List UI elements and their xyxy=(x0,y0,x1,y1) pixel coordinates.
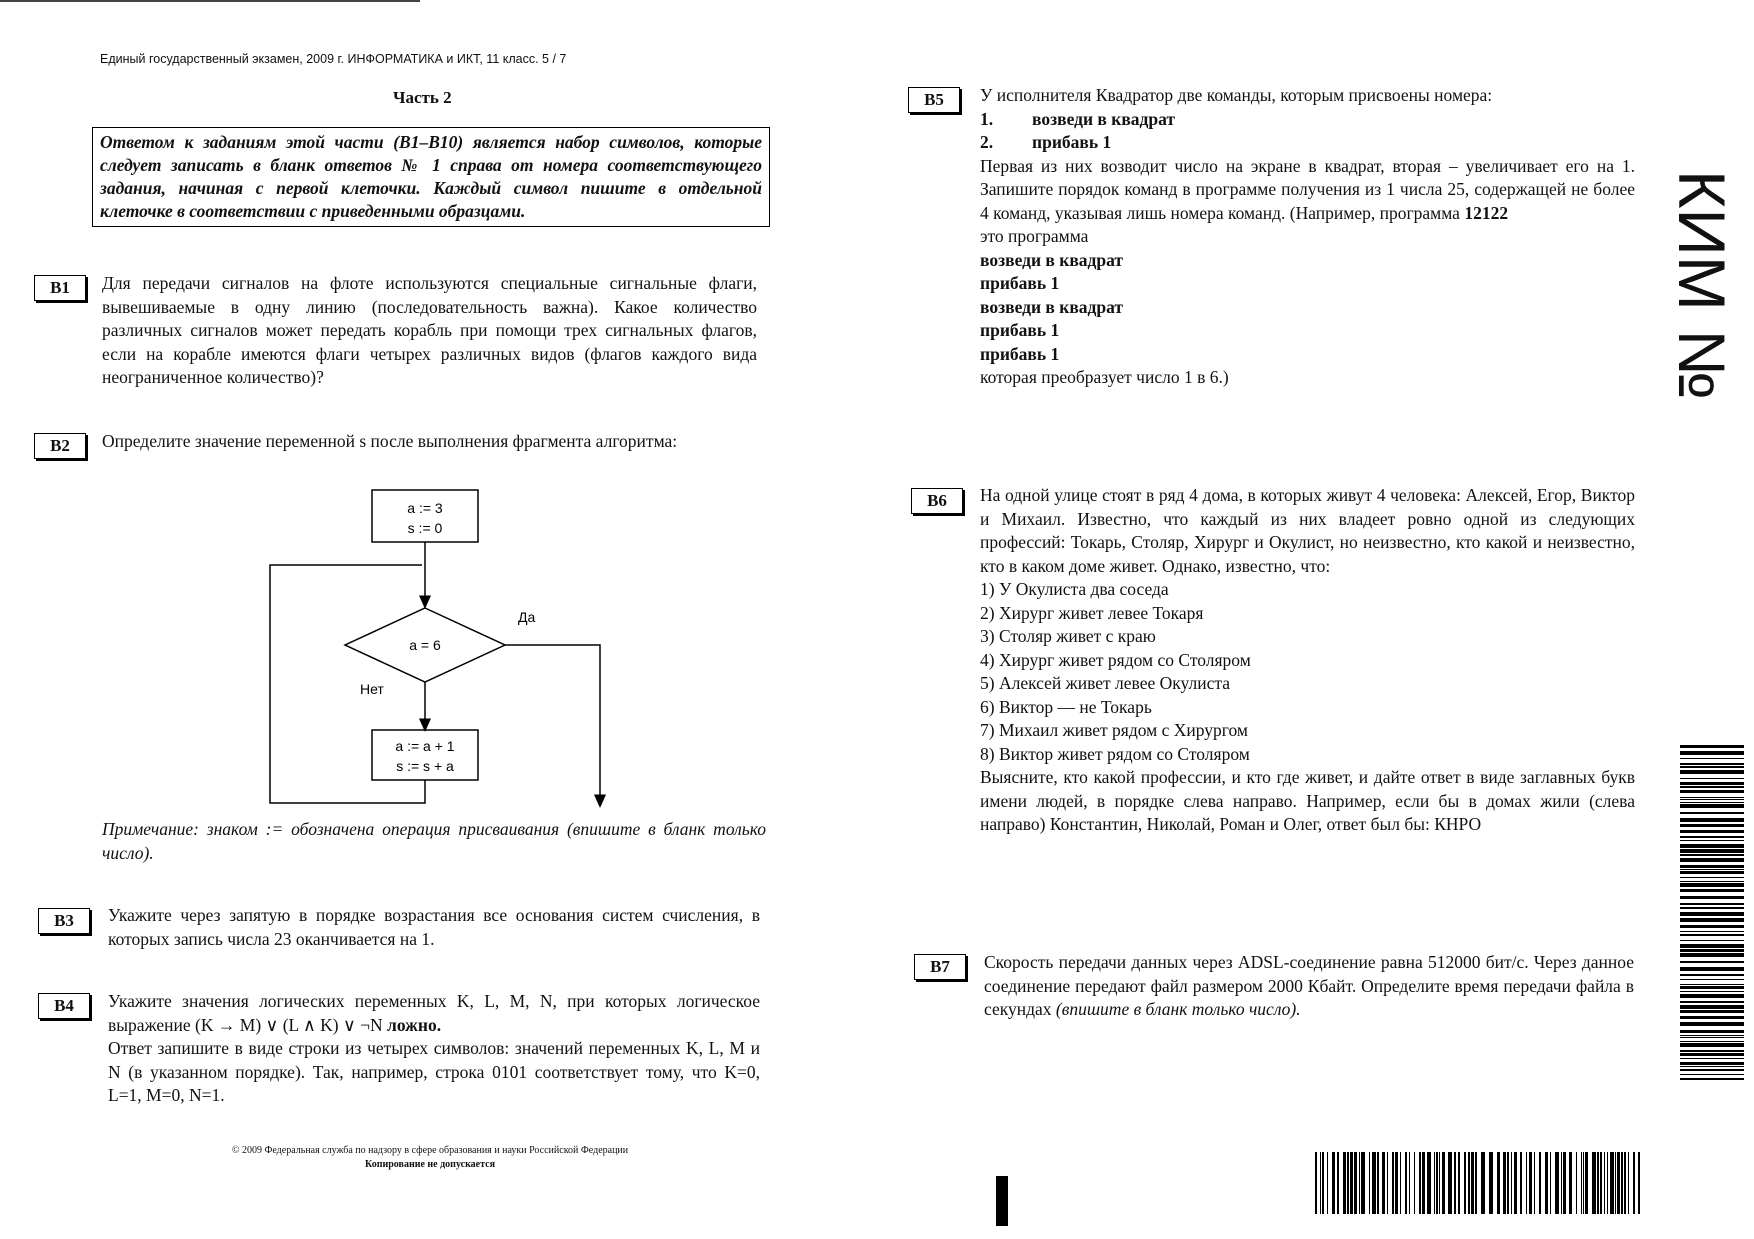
barcode-bar xyxy=(1680,812,1744,814)
arrow-yes-exit xyxy=(505,645,600,802)
barcode-bar xyxy=(1680,1043,1744,1047)
task-label-b3: B3 xyxy=(38,908,90,934)
b5-program-step: прибавь 1 xyxy=(980,273,1060,293)
kim-number-label xyxy=(1660,170,1740,401)
barcode-bar xyxy=(1680,1069,1744,1071)
barcode-bar xyxy=(1680,961,1744,963)
barcode-bar xyxy=(1561,1152,1562,1214)
barcode-bar xyxy=(1680,1058,1744,1059)
kim-number-text: КИМ № xyxy=(1665,170,1739,401)
barcode-bar xyxy=(1680,1053,1744,1056)
barcode-bar xyxy=(1680,790,1744,793)
barcode-bar xyxy=(1320,1152,1321,1214)
b6-fact: 1) У Окулиста два соседа xyxy=(980,579,1169,599)
barcode-bar xyxy=(1475,1152,1477,1214)
barcode-bar xyxy=(1680,745,1744,748)
barcode-bar xyxy=(1569,1152,1572,1214)
barcode-bar xyxy=(1680,883,1744,887)
barcode-bar xyxy=(1624,1152,1626,1214)
barcode-bar xyxy=(1503,1152,1506,1214)
barcode-bar xyxy=(1361,1152,1365,1214)
barcode-bar xyxy=(1327,1152,1328,1214)
barcode-bar xyxy=(1680,1078,1744,1080)
barcode-bar xyxy=(1395,1152,1398,1214)
b6-fact: 3) Столяр живет с краю xyxy=(980,626,1156,646)
b5-program-step: возведи в квадрат xyxy=(980,296,1123,317)
barcode-bar xyxy=(1680,804,1744,808)
barcode-bar xyxy=(1680,849,1744,853)
barcode-bar xyxy=(1680,991,1744,992)
barcode-bar xyxy=(1514,1152,1517,1214)
barcode-bar xyxy=(1680,830,1744,833)
b4-text-bold: ложно. xyxy=(387,1014,442,1035)
b6-intro: На одной улице стоят в ряд 4 дома, в которых живут 4 человека: Алексей, Егор, Виктор и Михаил. Известно, что каждый из них владеет ровно одной из следующих профессий: Токарь, Столяр, Хирург и Окулист, но неизвестно, кто какой и неизвестно, кто в каком доме живет. Однако, известно, что: xyxy=(980,485,1635,576)
task-text-b2: Определите значение переменной s после выполнения фрагмента алгоритма: xyxy=(102,431,678,451)
barcode-bar xyxy=(1680,1022,1744,1026)
b6-fact: 6) Виктор — не Токарь xyxy=(980,696,1152,717)
init-s: s := 0 xyxy=(407,520,443,536)
b5-cmd2-text: прибавь 1 xyxy=(1032,132,1112,152)
barcode-bar xyxy=(1680,844,1744,848)
barcode-bar xyxy=(1343,1152,1346,1214)
barcode-bar xyxy=(1680,1037,1744,1038)
task-text-b3: Укажите через запятую в порядке возрастания все основания систем счисления, в которых запись числа 23 оканчивается на 1. xyxy=(108,905,760,949)
barcode-bar xyxy=(1448,1152,1452,1214)
b6-closing: Выясните, кто какой профессии, и кто где живет, и дайте ответ в виде заглавных букв имени людей, в порядке слева направо. Например, если бы в домах жили (слева направо) Константин, Николай, Роман и Олег, ответ был бы: КНРО xyxy=(980,767,1635,834)
barcode-bar xyxy=(1322,1152,1324,1214)
barcode-bar xyxy=(1680,766,1744,768)
barcode-bar xyxy=(1680,1016,1744,1019)
b6-fact: 7) Михаил живет рядом с Хирургом xyxy=(980,720,1249,740)
barcode-bar xyxy=(1520,1152,1522,1214)
footer xyxy=(170,1144,690,1172)
barcode-bar xyxy=(1680,1074,1744,1075)
body-s: s := s + a xyxy=(396,758,454,774)
barcode-bar xyxy=(1555,1152,1559,1214)
task-text-b6 xyxy=(980,484,1635,837)
barcode-bar xyxy=(1545,1152,1548,1214)
barcode-bar xyxy=(1680,778,1744,779)
barcode-bar xyxy=(1680,1010,1744,1013)
barcode-bar xyxy=(1638,1152,1640,1214)
barcode-bar xyxy=(1610,1152,1614,1214)
barcode-bar xyxy=(1539,1152,1541,1214)
barcode-bar xyxy=(1468,1152,1470,1214)
barcode-bar xyxy=(1680,1030,1744,1033)
barcode-bar xyxy=(1507,1152,1509,1214)
barcode-bar xyxy=(1405,1152,1407,1214)
b5-intro: У исполнителя Квадратор две команды, которым присвоены номера: xyxy=(980,85,1493,105)
barcode-bar xyxy=(1680,854,1744,856)
b5-program-step: возведи в квадрат xyxy=(980,249,1123,270)
barcode-bar xyxy=(1576,1152,1577,1214)
barcode-bar xyxy=(1680,763,1744,765)
barcode-bar xyxy=(1372,1152,1376,1214)
barcode-bar xyxy=(1382,1152,1385,1214)
barcode-bar xyxy=(1680,889,1744,892)
barcode-bar xyxy=(1621,1152,1623,1214)
barcode-bar xyxy=(1680,1041,1744,1042)
barcode-bar xyxy=(1680,770,1744,774)
b4-text-part1: Укажите значения логических переменных K, L, M, N, при которых логическое выражение (K → M) ∨ (L ∧ K) ∨ ¬N xyxy=(108,991,760,1035)
instruction-box: Ответом к заданиям этой части (B1–B10) является набор символов, которые следует записать в бланк ответов № 1 справа от номера соответствующего задания, начиная с первой клеточки. Каждый символ пишите в отдельной клеточке в соответствии с приведенными образцами. xyxy=(92,127,770,227)
barcode-bar xyxy=(1347,1152,1349,1214)
barcode-bar xyxy=(1442,1152,1445,1214)
b6-fact: 2) Хирург живет левее Токаря xyxy=(980,602,1204,623)
barcode-bar xyxy=(1617,1152,1620,1214)
barcode-bar xyxy=(1628,1152,1629,1214)
barcode-bar xyxy=(1680,986,1744,989)
barcode-bar xyxy=(1354,1152,1357,1214)
task-note-b2: Примечание: знаком := обозначена операция присваивания (впишите в бланк только число). xyxy=(102,819,766,863)
barcode-bar xyxy=(1409,1152,1410,1214)
barcode-bar xyxy=(1332,1152,1335,1214)
b5-closing: которая преобразует число 1 в 6.) xyxy=(980,367,1229,387)
barcode-bar xyxy=(1489,1152,1493,1214)
task-text-b1: Для передачи сигналов на флоте используются специальные сигнальные флаги, вывешиваемые в одну линию (последовательность важна). Какое количество различных сигналов может передать корабль при помощи трех сигнальных флагов, если на корабле имеются флаги четырех различных видов (флагов каждого вида неограниченное количество)? xyxy=(102,273,757,387)
b5-cmd2-number: 2. xyxy=(980,132,994,152)
barcode-bar xyxy=(1680,782,1744,785)
flowchart xyxy=(250,480,630,810)
barcode-bar xyxy=(1680,918,1744,922)
barcode-bar xyxy=(1680,840,1744,841)
barcode-bar xyxy=(1680,877,1744,878)
task-label-b5: B5 xyxy=(908,87,960,113)
barcode-bar xyxy=(1680,944,1744,948)
task-text-b7 xyxy=(984,951,1634,1022)
barcode-bar xyxy=(1563,1152,1566,1214)
barcode-bar xyxy=(1680,994,1744,998)
b7-note: (впишите в бланк только число). xyxy=(1055,999,1301,1019)
scan-top-edge xyxy=(0,0,420,2)
b5-program-step: прибавь 1 xyxy=(980,320,1060,340)
barcode-bar xyxy=(1680,940,1744,941)
barcode-bar xyxy=(1481,1152,1485,1214)
barcode-bar xyxy=(1680,925,1744,928)
condition-text: a = 6 xyxy=(409,637,441,653)
barcode-bar xyxy=(1434,1152,1435,1214)
yes-label: Да xyxy=(518,609,536,625)
b6-fact: 8) Виктор живет рядом со Столяром xyxy=(980,743,1250,764)
barcode-vertical xyxy=(1680,745,1744,1080)
footer-notice: Копирование не допускается xyxy=(364,1159,496,1170)
barcode-bar xyxy=(1369,1152,1370,1214)
b5-program-step: прибавь 1 xyxy=(980,343,1060,364)
barcode-bar xyxy=(1414,1152,1415,1214)
barcode-bar xyxy=(1600,1152,1602,1214)
barcode-bar xyxy=(1419,1152,1421,1214)
barcode-bar xyxy=(1458,1152,1460,1214)
b7-text: Скорость передачи данных через ADSL-соединение равна 512000 бит/с. Через данное соединение передают файл размером 2000 Кбайт. Определите время передачи файла в секундах xyxy=(984,952,1634,1019)
task-text-b5 xyxy=(980,84,1635,390)
barcode-bar xyxy=(1615,1152,1616,1214)
barcode-bar xyxy=(1350,1152,1353,1214)
barcode-bar xyxy=(1497,1152,1500,1214)
barcode-bar xyxy=(1680,881,1744,882)
barcode-bar xyxy=(1439,1152,1440,1214)
barcode-bar xyxy=(1529,1152,1532,1214)
barcode-bar xyxy=(1585,1152,1588,1214)
barcode-bar xyxy=(1680,1062,1744,1065)
barcode-bar xyxy=(1680,903,1744,905)
task-text-b4 xyxy=(108,990,760,1108)
task-label-b2: B2 xyxy=(34,433,86,459)
task-label-b6: B6 xyxy=(911,488,963,514)
barcode-bar xyxy=(1607,1152,1608,1214)
barcode-bar xyxy=(1680,896,1744,899)
barcode-bar xyxy=(1680,751,1744,755)
page-header: Единый государственный экзамен, 2009 г. ИНФОРМАТИКА и ИКТ, 11 класс. 5 / 7 xyxy=(100,52,567,66)
barcode-bar xyxy=(1680,818,1744,822)
barcode-bar xyxy=(1680,802,1744,803)
b5-this-is: это программа xyxy=(980,226,1089,246)
barcode-bar xyxy=(1359,1152,1360,1214)
barcode-bar xyxy=(1592,1152,1596,1214)
barcode-bar xyxy=(1680,858,1744,862)
b6-fact: 4) Хирург живет рядом со Столяром xyxy=(980,649,1251,670)
barcode-bar xyxy=(1422,1152,1425,1214)
barcode-bar xyxy=(1680,1035,1744,1036)
barcode-bar xyxy=(1583,1152,1584,1214)
barcode-bar xyxy=(1436,1152,1438,1214)
barcode-bar xyxy=(1633,1152,1635,1214)
footer-copyright: © 2009 Федеральная служба по надзору в сфере образования и науки Российской Федерации xyxy=(231,1145,629,1156)
barcode-bar xyxy=(1680,869,1744,870)
barcode-bar xyxy=(1464,1152,1466,1214)
barcode-bar xyxy=(1337,1152,1339,1214)
barcode-bar xyxy=(1680,836,1744,838)
barcode-bar xyxy=(1680,912,1744,916)
b5-description xyxy=(980,155,1635,226)
b4-text-part2: Ответ запишите в виде строки из четырех символов: значений переменных K, L, M и N (в указанном порядке). Так, например, строка 0101 соответствует тому, что K=0, L=1, M=0, N=1. xyxy=(108,1038,760,1105)
b6-fact: 5) Алексей живет левее Окулиста xyxy=(980,673,1230,693)
barcode-bar xyxy=(1680,786,1744,788)
b5-cmd1-text: возведи в квадрат xyxy=(1032,108,1175,129)
barcode-bar xyxy=(1534,1152,1535,1214)
barcode-horizontal xyxy=(1315,1152,1645,1214)
barcode-bar xyxy=(1680,758,1744,759)
b5-cmd1-number: 1. xyxy=(980,108,994,129)
barcode-bar xyxy=(1526,1152,1527,1214)
barcode-bar xyxy=(1680,967,1744,971)
barcode-bar xyxy=(1680,824,1744,827)
barcode-bar xyxy=(1680,1066,1744,1067)
barcode-bar xyxy=(1392,1152,1394,1214)
barcode-bar xyxy=(1680,934,1744,936)
barcode-bar xyxy=(1454,1152,1456,1214)
barcode-bar xyxy=(1377,1152,1379,1214)
barcode-bar xyxy=(1680,984,1744,985)
b5-desc-text: Первая из них возводит число на экране в квадрат, вторая – увеличивает его на 1. Запишите порядок команд в программе получения из 1 числа 25, содержащей не более 4 команд, указывая лишь номера команд. (Например, программа xyxy=(980,155,1635,223)
barcode-bar xyxy=(1680,1050,1744,1052)
barcode-bar xyxy=(1511,1152,1512,1214)
b5-command-1 xyxy=(980,108,1635,132)
barcode-bar xyxy=(1315,1152,1317,1214)
barcode-bar xyxy=(1680,797,1744,798)
barcode-bar xyxy=(1387,1152,1388,1214)
barcode-bar xyxy=(1680,953,1744,957)
barcode-bar xyxy=(1680,931,1744,932)
b5-example-number: 12122 xyxy=(1464,202,1509,223)
b5-command-2 xyxy=(980,131,1635,155)
barcode-bar xyxy=(1680,907,1744,909)
registration-mark xyxy=(996,1176,1008,1226)
barcode-bar xyxy=(1581,1152,1582,1214)
barcode-bar xyxy=(1680,865,1744,868)
body-a: a := a + 1 xyxy=(395,738,455,754)
barcode-bar xyxy=(1604,1152,1605,1214)
barcode-bar xyxy=(1680,1005,1744,1009)
barcode-bar xyxy=(1550,1152,1551,1214)
no-label: Нет xyxy=(360,681,384,697)
barcode-bar xyxy=(1680,1001,1744,1003)
task-label-b1: B1 xyxy=(34,275,86,301)
task-label-b4: B4 xyxy=(38,993,90,1019)
barcode-bar xyxy=(1400,1152,1401,1214)
init-a: a := 3 xyxy=(407,500,443,516)
barcode-bar xyxy=(1680,949,1744,952)
barcode-bar xyxy=(1680,974,1744,976)
barcode-bar xyxy=(1680,799,1744,800)
barcode-bar xyxy=(1427,1152,1431,1214)
barcode-bar xyxy=(1471,1152,1474,1214)
barcode-bar xyxy=(1597,1152,1599,1214)
part-title: Часть 2 xyxy=(393,88,452,107)
barcode-bar xyxy=(1680,979,1744,980)
task-label-b7: B7 xyxy=(914,954,966,980)
barcode-bar xyxy=(1680,871,1744,874)
